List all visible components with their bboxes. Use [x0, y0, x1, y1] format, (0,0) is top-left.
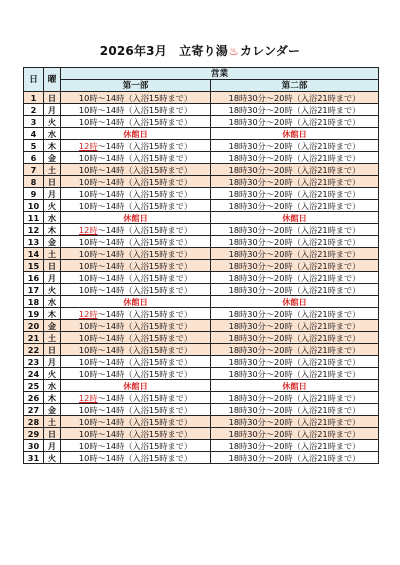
- part1-cell: 10時～14時（入浴15時まで）: [61, 152, 211, 164]
- day-cell: 14: [24, 248, 44, 260]
- weekday-cell: 火: [44, 368, 61, 380]
- calendar-row: [24, 344, 379, 356]
- part2-cell: 18時30分～20時（入浴21時まで）: [211, 320, 379, 332]
- weekday-cell: 木: [44, 224, 61, 236]
- weekday-cell: 土: [44, 416, 61, 428]
- calendar-row: [24, 260, 379, 272]
- header-weekday: 曜: [44, 68, 61, 92]
- part1-cell: 休館日: [61, 296, 211, 308]
- business-calendar-table: [23, 67, 379, 464]
- calendar-title: [0, 44, 400, 59]
- day-cell: 13: [24, 236, 44, 248]
- header-day: 日: [24, 68, 44, 92]
- part2-cell: 休館日: [211, 128, 379, 140]
- calendar-row: [24, 452, 379, 464]
- day-cell: 2: [24, 104, 44, 116]
- weekday-cell: 金: [44, 236, 61, 248]
- weekday-cell: 金: [44, 152, 61, 164]
- weekday-cell: 水: [44, 212, 61, 224]
- weekday-cell: 土: [44, 164, 61, 176]
- title-text-suffix: カレンダー: [239, 44, 301, 58]
- weekday-cell: 月: [44, 188, 61, 200]
- part1-cell: [61, 392, 211, 404]
- part1-cell: 10時～14時（入浴15時まで）: [61, 200, 211, 212]
- weekday-cell: 日: [44, 428, 61, 440]
- calendar-row: [24, 368, 379, 380]
- calendar-row: [24, 392, 379, 404]
- part1-cell: 10時～14時（入浴15時まで）: [61, 284, 211, 296]
- changed-start-time: 12時: [78, 308, 98, 319]
- part1-cell: 10時～14時（入浴15時まで）: [61, 236, 211, 248]
- weekday-cell: 日: [44, 344, 61, 356]
- calendar-row: [24, 224, 379, 236]
- part1-cell: 10時～14時（入浴15時まで）: [61, 92, 211, 104]
- part2-cell: 18時30分～20時（入浴21時まで）: [211, 332, 379, 344]
- calendar-row: [24, 404, 379, 416]
- changed-start-time: 12時: [78, 224, 98, 235]
- day-cell: 12: [24, 224, 44, 236]
- day-cell: 29: [24, 428, 44, 440]
- day-cell: 24: [24, 368, 44, 380]
- calendar-row: [24, 176, 379, 188]
- weekday-cell: 月: [44, 272, 61, 284]
- part1-cell: 10時～14時（入浴15時まで）: [61, 260, 211, 272]
- changed-start-time: 12時: [78, 392, 98, 403]
- part2-cell: 18時30分～20時（入浴21時まで）: [211, 224, 379, 236]
- weekday-cell: 木: [44, 140, 61, 152]
- day-cell: 25: [24, 380, 44, 392]
- part1-cell: [61, 224, 211, 236]
- day-cell: 23: [24, 356, 44, 368]
- day-cell: 22: [24, 344, 44, 356]
- part2-cell: 18時30分～20時（入浴21時まで）: [211, 116, 379, 128]
- part2-cell: 18時30分～20時（入浴21時まで）: [211, 428, 379, 440]
- part2-cell: 休館日: [211, 296, 379, 308]
- calendar-row: [24, 128, 379, 140]
- day-cell: 26: [24, 392, 44, 404]
- part2-cell: 18時30分～20時（入浴21時まで）: [211, 260, 379, 272]
- calendar-row: [24, 236, 379, 248]
- part1-cell: [61, 308, 211, 320]
- weekday-cell: 火: [44, 116, 61, 128]
- title-text: 2026年3月 立寄り湯: [99, 44, 228, 58]
- part2-cell: 18時30分～20時（入浴21時まで）: [211, 152, 379, 164]
- part1-cell: 10時～14時（入浴15時まで）: [61, 176, 211, 188]
- day-cell: 10: [24, 200, 44, 212]
- day-cell: 19: [24, 308, 44, 320]
- calendar-row: [24, 296, 379, 308]
- day-cell: 6: [24, 152, 44, 164]
- day-cell: 18: [24, 296, 44, 308]
- calendar-row: [24, 152, 379, 164]
- part1-cell: 10時～14時（入浴15時まで）: [61, 272, 211, 284]
- part1-cell: 10時～14時（入浴15時まで）: [61, 320, 211, 332]
- day-cell: 17: [24, 284, 44, 296]
- part2-cell: 18時30分～20時（入浴21時まで）: [211, 392, 379, 404]
- weekday-cell: 金: [44, 320, 61, 332]
- day-cell: 9: [24, 188, 44, 200]
- part2-cell: 18時30分～20時（入浴21時まで）: [211, 176, 379, 188]
- day-cell: 15: [24, 260, 44, 272]
- part1-rest-text: ～14時（入浴15時まで）: [97, 140, 193, 151]
- day-cell: 11: [24, 212, 44, 224]
- calendar-row: [24, 116, 379, 128]
- calendar-row: [24, 332, 379, 344]
- day-cell: 31: [24, 452, 44, 464]
- day-cell: 7: [24, 164, 44, 176]
- part2-cell: 18時30分～20時（入浴21時まで）: [211, 272, 379, 284]
- weekday-cell: 月: [44, 356, 61, 368]
- calendar-row: [24, 140, 379, 152]
- weekday-cell: 火: [44, 284, 61, 296]
- header-business: 営業: [61, 68, 379, 80]
- calendar-row: [24, 284, 379, 296]
- part1-cell: 10時～14時（入浴15時まで）: [61, 332, 211, 344]
- part2-cell: 18時30分～20時（入浴21時まで）: [211, 416, 379, 428]
- part2-cell: 18時30分～20時（入浴21時まで）: [211, 92, 379, 104]
- part2-cell: 18時30分～20時（入浴21時まで）: [211, 140, 379, 152]
- part1-cell: 10時～14時（入浴15時まで）: [61, 104, 211, 116]
- calendar-row: [24, 320, 379, 332]
- calendar-row: [24, 356, 379, 368]
- part1-cell: 10時～14時（入浴15時まで）: [61, 416, 211, 428]
- day-cell: 21: [24, 332, 44, 344]
- part2-cell: 18時30分～20時（入浴21時まで）: [211, 452, 379, 464]
- calendar-row: [24, 248, 379, 260]
- calendar-row: [24, 440, 379, 452]
- part2-cell: 18時30分～20時（入浴21時まで）: [211, 440, 379, 452]
- part1-cell: 10時～14時（入浴15時まで）: [61, 116, 211, 128]
- calendar-row: [24, 212, 379, 224]
- header-part2: 第二部: [211, 80, 379, 92]
- part2-cell: 18時30分～20時（入浴21時まで）: [211, 284, 379, 296]
- part2-cell: 18時30分～20時（入浴21時まで）: [211, 200, 379, 212]
- part1-cell: 休館日: [61, 380, 211, 392]
- weekday-cell: 月: [44, 440, 61, 452]
- calendar-row: [24, 188, 379, 200]
- calendar-row: [24, 380, 379, 392]
- weekday-cell: 土: [44, 248, 61, 260]
- day-cell: 28: [24, 416, 44, 428]
- part2-cell: 休館日: [211, 380, 379, 392]
- part1-cell: 10時～14時（入浴15時まで）: [61, 428, 211, 440]
- day-cell: 20: [24, 320, 44, 332]
- part1-cell: 10時～14時（入浴15時まで）: [61, 344, 211, 356]
- part1-cell: 休館日: [61, 128, 211, 140]
- day-cell: 3: [24, 116, 44, 128]
- part2-cell: 18時30分～20時（入浴21時まで）: [211, 308, 379, 320]
- weekday-cell: 水: [44, 380, 61, 392]
- calendar-row: [24, 92, 379, 104]
- weekday-cell: 木: [44, 392, 61, 404]
- weekday-cell: 水: [44, 296, 61, 308]
- part1-cell: 10時～14時（入浴15時まで）: [61, 248, 211, 260]
- day-cell: 27: [24, 404, 44, 416]
- part1-cell: 10時～14時（入浴15時まで）: [61, 164, 211, 176]
- part2-cell: 18時30分～20時（入浴21時まで）: [211, 344, 379, 356]
- day-cell: 4: [24, 128, 44, 140]
- weekday-cell: 水: [44, 128, 61, 140]
- weekday-cell: 木: [44, 308, 61, 320]
- part1-cell: 10時～14時（入浴15時まで）: [61, 440, 211, 452]
- calendar-row: [24, 104, 379, 116]
- day-cell: 16: [24, 272, 44, 284]
- header-part1: 第一部: [61, 80, 211, 92]
- part2-cell: 18時30分～20時（入浴21時まで）: [211, 248, 379, 260]
- weekday-cell: 火: [44, 452, 61, 464]
- weekday-cell: 月: [44, 104, 61, 116]
- calendar-row: [24, 272, 379, 284]
- day-cell: 30: [24, 440, 44, 452]
- part2-cell: 18時30分～20時（入浴21時まで）: [211, 188, 379, 200]
- hot-spring-icon: ♨: [228, 45, 239, 58]
- weekday-cell: 火: [44, 200, 61, 212]
- day-cell: 1: [24, 92, 44, 104]
- calendar-row: [24, 308, 379, 320]
- changed-start-time: 12時: [78, 140, 98, 151]
- part2-cell: 18時30分～20時（入浴21時まで）: [211, 236, 379, 248]
- weekday-cell: 日: [44, 176, 61, 188]
- calendar-body: [24, 92, 379, 464]
- part1-cell: [61, 140, 211, 152]
- part1-cell: 10時～14時（入浴15時まで）: [61, 188, 211, 200]
- weekday-cell: 日: [44, 92, 61, 104]
- part1-cell: 10時～14時（入浴15時まで）: [61, 368, 211, 380]
- part1-rest-text: ～14時（入浴15時まで）: [97, 308, 193, 319]
- weekday-cell: 金: [44, 404, 61, 416]
- part1-rest-text: ～14時（入浴15時まで）: [97, 392, 193, 403]
- part1-cell: 休館日: [61, 212, 211, 224]
- part2-cell: 18時30分～20時（入浴21時まで）: [211, 164, 379, 176]
- part1-cell: 10時～14時（入浴15時まで）: [61, 404, 211, 416]
- weekday-cell: 日: [44, 260, 61, 272]
- calendar-row: [24, 164, 379, 176]
- day-cell: 5: [24, 140, 44, 152]
- part2-cell: 休館日: [211, 212, 379, 224]
- part2-cell: 18時30分～20時（入浴21時まで）: [211, 104, 379, 116]
- part2-cell: 18時30分～20時（入浴21時まで）: [211, 368, 379, 380]
- calendar-row: [24, 200, 379, 212]
- day-cell: 8: [24, 176, 44, 188]
- weekday-cell: 土: [44, 332, 61, 344]
- part1-rest-text: ～14時（入浴15時まで）: [97, 224, 193, 235]
- part2-cell: 18時30分～20時（入浴21時まで）: [211, 356, 379, 368]
- calendar-row: [24, 428, 379, 440]
- part1-cell: 10時～14時（入浴15時まで）: [61, 356, 211, 368]
- part2-cell: 18時30分～20時（入浴21時まで）: [211, 404, 379, 416]
- part1-cell: 10時～14時（入浴15時まで）: [61, 452, 211, 464]
- calendar-row: [24, 416, 379, 428]
